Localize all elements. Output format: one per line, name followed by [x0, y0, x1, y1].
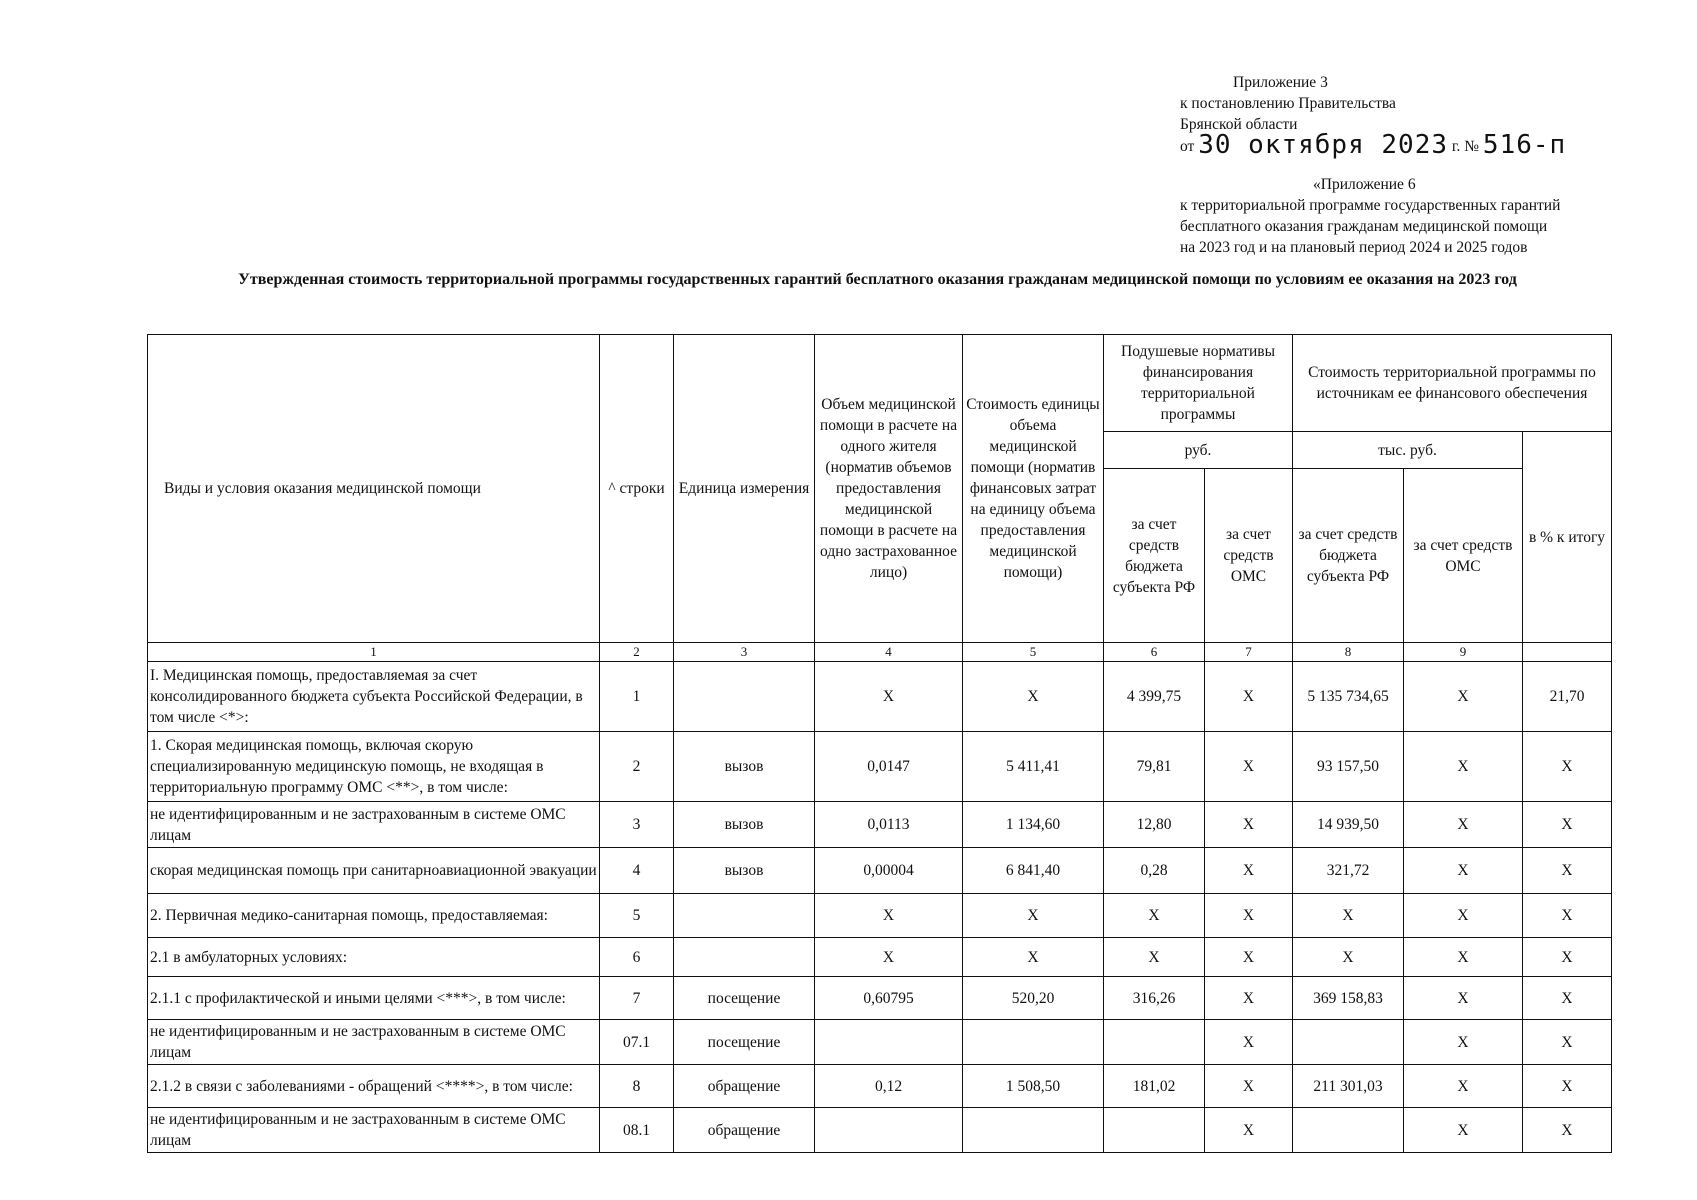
- row-pc-oms: X: [1205, 977, 1293, 1020]
- row-unit: посещение: [674, 1020, 815, 1065]
- table-row: [148, 977, 1612, 1020]
- row-volume: 0,12: [815, 1065, 963, 1108]
- row-pc-budget: 79,81: [1104, 732, 1205, 802]
- row-unit: [674, 662, 815, 732]
- col-num: 6: [1104, 643, 1205, 662]
- row-pr-budget: 93 157,50: [1293, 732, 1404, 802]
- row-pr-oms: X: [1404, 1065, 1523, 1108]
- row-name: не идентифицированным и не застрахованным в системе ОМС лицам: [148, 1108, 600, 1153]
- table-row: [148, 802, 1612, 848]
- row-pc-oms: X: [1205, 662, 1293, 732]
- row-number: 08.1: [600, 1108, 674, 1153]
- row-pr-oms: X: [1404, 1020, 1523, 1065]
- row-pc-oms: X: [1205, 1065, 1293, 1108]
- row-pr-oms: X: [1404, 938, 1523, 977]
- row-pr-budget: 369 158,83: [1293, 977, 1404, 1020]
- header-row-number: ^ строки: [600, 335, 674, 643]
- row-pc-oms: X: [1205, 1020, 1293, 1065]
- row-percent: X: [1523, 732, 1612, 802]
- header-thous-rub: тыс. руб.: [1293, 432, 1523, 469]
- row-pc-oms: X: [1205, 894, 1293, 938]
- appendix6-line2: бесплатного оказания гражданам медицинской помощи: [1180, 218, 1548, 235]
- row-percent: X: [1523, 802, 1612, 848]
- handwritten-date: 30 октября 2023: [1198, 130, 1449, 160]
- header-pc-oms: за счет средств ОМС: [1205, 469, 1293, 643]
- row-cost: 520,20: [963, 977, 1104, 1020]
- col-num: 3: [674, 643, 815, 662]
- table-row: [148, 938, 1612, 977]
- row-unit: [674, 938, 815, 977]
- appendix6-header: [1180, 174, 1560, 258]
- row-unit: вызов: [674, 732, 815, 802]
- row-pc-budget: 316,26: [1104, 977, 1205, 1020]
- row-cost: [963, 1108, 1104, 1153]
- row-volume: X: [815, 894, 963, 938]
- appendix3-header: [1180, 72, 1567, 160]
- appendix6-title: «Приложение 6: [1313, 176, 1416, 193]
- document-title: Утвержденная стоимость территориальной программы государственных гарантий бесплатного оказания гражданам медицинской помощи по условиям ее оказания на 2023 год: [238, 271, 1517, 288]
- row-percent: X: [1523, 894, 1612, 938]
- row-cost: [963, 1020, 1104, 1065]
- row-pc-oms: X: [1205, 1108, 1293, 1153]
- row-name: 1. Скорая медицинская помощь, включая скорую специализированную медицинскую помощь, не входящая в территориальную программу ОМС <**>, в том числе:: [148, 732, 600, 802]
- appendix3-line2: Брянской области: [1180, 116, 1298, 133]
- row-name: 2.1 в амбулаторных условиях:: [148, 938, 600, 977]
- column-numbers-row: [148, 643, 1612, 662]
- row-pr-budget: 321,72: [1293, 848, 1404, 894]
- row-percent: X: [1523, 1108, 1612, 1153]
- header-pr-oms: за счет средств ОМС: [1404, 469, 1523, 643]
- row-volume: 0,0113: [815, 802, 963, 848]
- header-pc-budget: за счет средств бюджета субъекта РФ: [1104, 469, 1205, 643]
- row-percent: X: [1523, 938, 1612, 977]
- row-number: 2: [600, 732, 674, 802]
- row-pr-oms: X: [1404, 662, 1523, 732]
- header-volume: Объем медицинской помощи в расчете на одного жителя (норматив объемов предоставления медицинской помощи в расчете на одно застрахованное лицо): [815, 335, 963, 643]
- row-pr-oms: X: [1404, 802, 1523, 848]
- row-pr-oms: X: [1404, 732, 1523, 802]
- table-row: [148, 894, 1612, 938]
- row-volume: 0,0147: [815, 732, 963, 802]
- row-number: 07.1: [600, 1020, 674, 1065]
- header-percent: в % к итогу: [1523, 432, 1612, 643]
- row-pc-oms: X: [1205, 938, 1293, 977]
- row-pr-oms: X: [1404, 977, 1523, 1020]
- row-cost: X: [963, 938, 1104, 977]
- row-name: I. Медицинская помощь, предоставляемая за счет консолидированного бюджета субъекта Российской Федерации, в том числе <*>:: [148, 662, 600, 732]
- row-pr-budget: X: [1293, 894, 1404, 938]
- row-volume: [815, 1020, 963, 1065]
- row-pc-budget: X: [1104, 938, 1205, 977]
- header-rub: руб.: [1104, 432, 1293, 469]
- header-kinds: Виды и условия оказания медицинской помощи: [148, 335, 600, 643]
- row-pc-budget: 12,80: [1104, 802, 1205, 848]
- row-unit: вызов: [674, 848, 815, 894]
- row-pr-oms: X: [1404, 848, 1523, 894]
- row-pc-budget: [1104, 1108, 1205, 1153]
- row-pc-oms: X: [1205, 732, 1293, 802]
- row-volume: 0,60795: [815, 977, 963, 1020]
- row-percent: X: [1523, 848, 1612, 894]
- row-pr-oms: X: [1404, 1108, 1523, 1153]
- row-percent: X: [1523, 1020, 1612, 1065]
- table-row: [148, 848, 1612, 894]
- row-pr-budget: 211 301,03: [1293, 1065, 1404, 1108]
- row-pc-budget: 0,28: [1104, 848, 1205, 894]
- row-pr-budget: X: [1293, 938, 1404, 977]
- table-row: [148, 1108, 1612, 1153]
- row-percent: X: [1523, 1065, 1612, 1108]
- row-number: 7: [600, 977, 674, 1020]
- header-unit-cost: Стоимость единицы объема медицинской помощи (норматив финансовых затрат на единицу объема предоставления медицинской помощи): [963, 335, 1104, 643]
- row-pr-budget: 14 939,50: [1293, 802, 1404, 848]
- row-pc-oms: X: [1205, 802, 1293, 848]
- row-pc-budget: [1104, 1020, 1205, 1065]
- row-volume: 0,00004: [815, 848, 963, 894]
- header-unit: Единица измерения: [674, 335, 815, 643]
- header-per-capita: Подушевые нормативы финансирования территориальной программы: [1104, 335, 1293, 432]
- table-row: [148, 662, 1612, 732]
- row-volume: X: [815, 938, 963, 977]
- row-cost: 1 508,50: [963, 1065, 1104, 1108]
- table-row: [148, 1020, 1612, 1065]
- row-unit: [674, 894, 815, 938]
- row-cost: 5 411,41: [963, 732, 1104, 802]
- row-name: 2.1.1 с профилактической и иными целями <***>, в том числе:: [148, 977, 600, 1020]
- row-number: 5: [600, 894, 674, 938]
- row-unit: обращение: [674, 1065, 815, 1108]
- appendix3-dateline: [1180, 130, 1567, 160]
- col-num: 2: [600, 643, 674, 662]
- row-cost: 6 841,40: [963, 848, 1104, 894]
- row-pc-oms: X: [1205, 848, 1293, 894]
- row-name: 2. Первичная медико-санитарная помощь, предоставляемая:: [148, 894, 600, 938]
- header-program-cost: Стоимость территориальной программы по источникам ее финансового обеспечения: [1293, 335, 1612, 432]
- row-volume: [815, 1108, 963, 1153]
- appendix6-line1: к территориальной программе государственных гарантий: [1180, 197, 1561, 214]
- col-num: 1: [148, 643, 600, 662]
- date-suffix: г. №: [1451, 138, 1480, 155]
- row-unit: обращение: [674, 1108, 815, 1153]
- row-pc-budget: X: [1104, 894, 1205, 938]
- row-number: 3: [600, 802, 674, 848]
- row-name: скорая медицинская помощь при санитарноавиационной эвакуации: [148, 848, 600, 894]
- appendix3-line1: к постановлению Правительства: [1180, 95, 1396, 112]
- row-pr-budget: [1293, 1108, 1404, 1153]
- row-unit: посещение: [674, 977, 815, 1020]
- row-number: 1: [600, 662, 674, 732]
- row-percent: X: [1523, 977, 1612, 1020]
- cost-table: [147, 334, 1612, 1153]
- row-name: не идентифицированным и не застрахованным в системе ОМС лицам: [148, 1020, 600, 1065]
- col-num: 7: [1205, 643, 1293, 662]
- row-pr-budget: [1293, 1020, 1404, 1065]
- col-num: 8: [1293, 643, 1404, 662]
- col-num: 5: [963, 643, 1104, 662]
- table-row: [148, 732, 1612, 802]
- col-num: 4: [815, 643, 963, 662]
- header-pr-budget: за счет средств бюджета субъекта РФ: [1293, 469, 1404, 643]
- date-prefix: от: [1180, 138, 1195, 155]
- row-volume: X: [815, 662, 963, 732]
- row-name: 2.1.2 в связи с заболеваниями - обращений <****>, в том числе:: [148, 1065, 600, 1108]
- row-cost: X: [963, 662, 1104, 732]
- row-pr-budget: 5 135 734,65: [1293, 662, 1404, 732]
- col-num: [1523, 643, 1612, 662]
- row-name: не идентифицированным и не застрахованным в системе ОМС лицам: [148, 802, 600, 848]
- table-row: [148, 1065, 1612, 1108]
- row-number: 4: [600, 848, 674, 894]
- appendix6-line3: на 2023 год и на плановый период 2024 и 2025 годов: [1180, 239, 1528, 256]
- row-cost: 1 134,60: [963, 802, 1104, 848]
- row-number: 6: [600, 938, 674, 977]
- row-unit: вызов: [674, 802, 815, 848]
- row-percent: 21,70: [1523, 662, 1612, 732]
- handwritten-number: 516-п: [1482, 130, 1567, 160]
- row-pr-oms: X: [1404, 894, 1523, 938]
- row-cost: X: [963, 894, 1104, 938]
- col-num: 9: [1404, 643, 1523, 662]
- row-number: 8: [600, 1065, 674, 1108]
- appendix3-title: Приложение 3: [1233, 74, 1328, 91]
- row-pc-budget: 4 399,75: [1104, 662, 1205, 732]
- row-pc-budget: 181,02: [1104, 1065, 1205, 1108]
